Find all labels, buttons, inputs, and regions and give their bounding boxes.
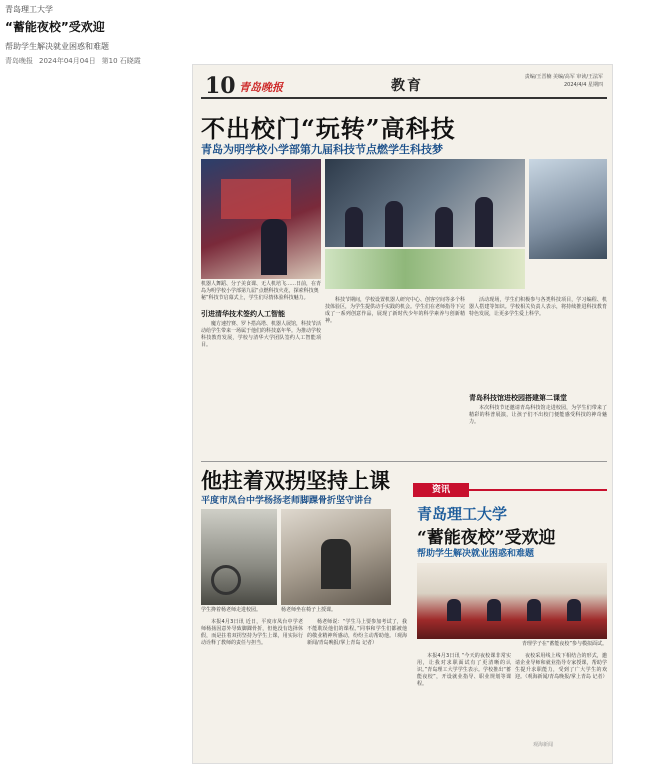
person-figure [447, 599, 461, 621]
paragraph: 本次科技节还邀请青岛科技馆走进校园，为学生们带来了精彩的科普展演，让孩子们不出校门便能感受科技的神奇魅力。 [469, 405, 607, 425]
source-label: 青岛晚报 [5, 57, 33, 65]
divider [201, 461, 607, 462]
body-text [201, 619, 303, 761]
paragraph: 夜校采用线上线下相结合的形式，邀请企业导师和就业指导专家授课，帮助学生提升求职能力，受到了广大学生的欢迎。（观海新闻/青岛晚报/掌上青岛 记者） [515, 653, 608, 680]
photo-caption: 学生搀着杨老师走进校园。 [201, 607, 262, 613]
section-name: 教育 [391, 78, 423, 94]
person-figure [567, 599, 581, 621]
date-label: 2024年04月04日 [39, 57, 96, 65]
story2-subheadline: 平度市凤台中学杨扬老师脚踝骨折坚守讲台 [201, 496, 373, 506]
page-number: 10 [205, 73, 236, 99]
body-text [469, 405, 607, 465]
speaker-figure [261, 219, 287, 275]
student-figure [385, 201, 403, 247]
classroom-photo [281, 509, 391, 605]
interview-photo [417, 563, 607, 639]
main-subheadline: 青岛为明学校小学部第九届科技节点燃学生科技梦 [201, 143, 443, 156]
tag-rule [469, 489, 607, 491]
photo-caption: 机器人舞蹈、分子美食课、无人机培飞……日前，在青岛为明学校小学部第九届“点燃科技火花，探索科技奥秘”科技节启幕式上，学生们尽情体验科技魅力。 [201, 281, 322, 301]
teacher-figure [321, 539, 351, 589]
story3-headline: “蓄能夜校”受欢迎 [417, 528, 556, 548]
stage-screen [221, 179, 291, 219]
paragraph: 科技节期间，学校设置机器人研究中心、创客空间等多个科技体验区，为学生提供动手实践的机会。学生们在老师指导下完成了一系列创意作品，展现了新时代少年的科学素养与创新精神。 [325, 297, 466, 324]
story3-subheadline: 帮助学生解决就业困惑和难题 [417, 549, 535, 559]
paragraph: 魔方速拧赛、罗卜搭高塔、机器人展馆，科技节活动给学生带来一场属于他们的科技嘉年华。为推动学校科技教育发展，学校与清华大学团队签约人工智能项目。 [201, 321, 322, 348]
vr-photo [529, 159, 607, 259]
masthead [201, 71, 607, 99]
student-figure [345, 207, 363, 247]
editors-line: 责编/王晋楠 美编/高军 审读/王法军 [524, 74, 603, 80]
body-text [307, 619, 407, 761]
paragraph: 本报4月3日讯 近日，平度市凤台中学老师杨扬因意外导致脚踝骨折，但他没有选择休假，而是拄着双拐坚持为学生上课，用实际行动诠释了教师的责任与担当。 [201, 619, 303, 646]
paragraph: 活动现场，学生们积极参与各类科技项目，学习编程、机器人搭建等知识。学校相关负责人表示，将持续推进科技教育特色发展，让更多学生爱上科学。 [469, 297, 607, 317]
newspaper-page-image[interactable] [192, 64, 613, 764]
issue-date: 2024/4/4 星期四 [563, 82, 603, 88]
body-text [469, 297, 607, 383]
page-label: 第10 石晓霞 [101, 57, 141, 65]
editors-info [525, 73, 603, 89]
photo-caption: 青理学子在“蓄能夜校”参与模拟面试。 [521, 641, 607, 647]
body-text [201, 321, 321, 441]
stage-photo [201, 159, 321, 279]
body-text [515, 653, 607, 761]
paragraph: 杨老师说：“学生马上要参加考试了，我不能耽误他们的课程。”同事和学生们都被他的敬业精神所感动，纷纷主动帮助他。（观海新闻/青岛晚报/掌上青岛 记者） [307, 619, 407, 646]
activity-photo [325, 249, 525, 289]
main-headline: 不出校门“玩转”高科技 [201, 114, 456, 143]
body-text [325, 297, 465, 447]
person-figure [527, 599, 541, 621]
students-photo [325, 159, 525, 247]
category-label: 青岛理工大学 [5, 5, 53, 14]
subhead: 引进清华技术签约人工智能 [201, 310, 285, 318]
student-figure [475, 197, 493, 247]
story2-headline: 他拄着双拐坚持上课 [201, 468, 390, 493]
news-tag: 资讯 [413, 483, 469, 497]
person-figure [487, 599, 501, 621]
article-title: “蓄能夜校”受欢迎 [5, 20, 105, 34]
photo-caption: 杨老师坐在椅子上授课。 [281, 607, 337, 613]
article-subtitle: 帮助学生解决就业困惑和难题 [5, 42, 109, 51]
body-text [417, 653, 511, 761]
subhead: 青岛科技馆进校园搭建第二课堂 [469, 394, 567, 402]
student-figure [435, 207, 453, 247]
watermark: 观海新闻 [533, 742, 554, 748]
wheelchair-photo [201, 509, 277, 605]
paper-logo: 青岛晚报 [239, 81, 283, 94]
story3-kicker: 青岛理工大学 [417, 505, 508, 523]
wheel-shape [211, 565, 241, 595]
paragraph: 本报4月3日讯 “今天的夜校课非常实用，让我对求职面试有了更清晰的认识。”青岛理工大学学生表示。学校推出“蓄能夜校”，开设就业指导、职业规划等课程。 [417, 653, 511, 687]
article-header [0, 0, 651, 65]
